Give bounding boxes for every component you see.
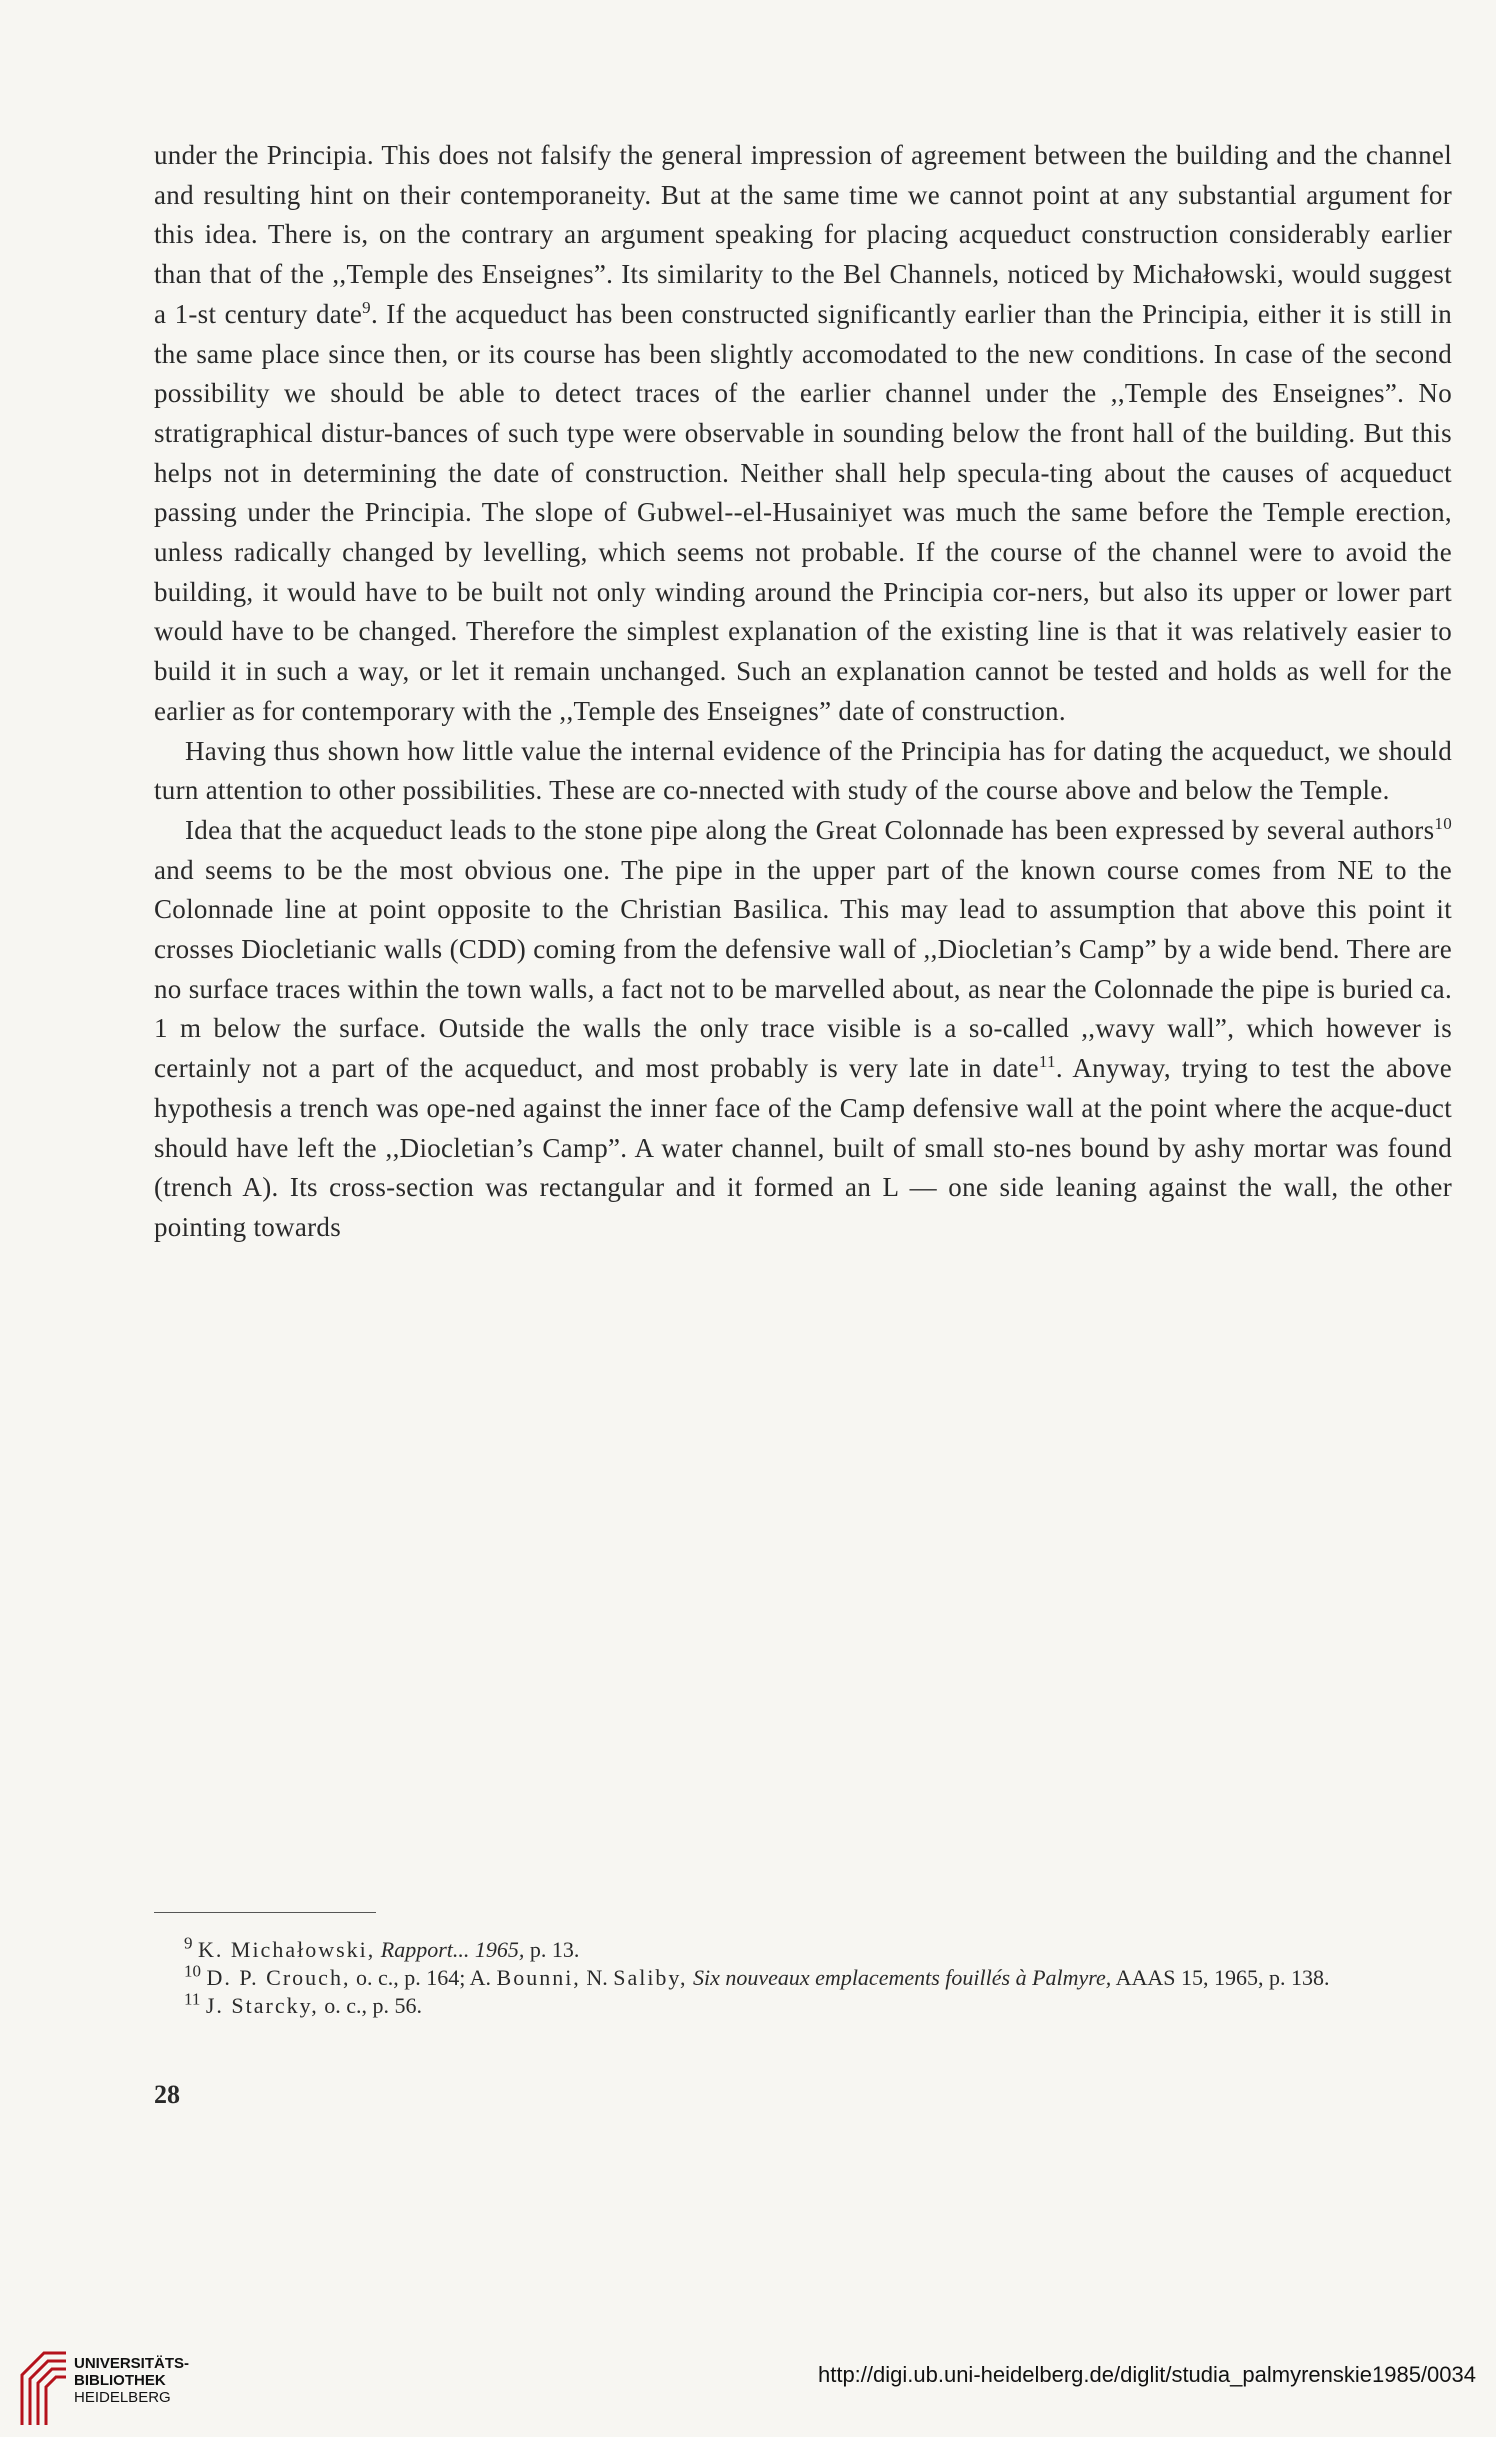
- paragraph: Having thus shown how little value the internal evidence of the Principia has for dating the acqueduct, we should turn attention to other possibilities. These are co-nnected with study of the course above and below the Temple.: [154, 735, 1452, 806]
- library-logo-text: UNIVERSITÄTS- BIBLIOTHEK HEIDELBERG: [74, 2355, 190, 2406]
- paragraph: Idea that the acqueduct leads to the stone pipe along the Great Colonnade has been expressed by several authors$^{10}$ and seems to be the most obvious one. The pipe in the upper part of the known course comes from NE to the Colonnade line at point opposite to the Christian Basilica. This may lead to assumption that above this point it crosses Diocletianic walls (CDD) coming from the defensive wall of ,,Diocletian’s Camp” by a wide bend. There are no surface traces within the town walls, a fact not to be marvelled about, as near the Colonnade the pipe is buried ca. 1 m below the surface. Outside the walls the only trace visible is a so-called ,,wavy wall”, which however is certainly not a part of the acqueduct, and most probably is very late in date$^{11}$. Anyway, trying to test the above hypothesis a trench was ope-ned against the inner face of the Camp defensive wall at the point where the acque-duct should have left the ,,Diocletian’s Camp”. A water channel, built of small sto-nes bound by ashy mortar was found (trench A). Its cross-section was rectangular and it formed an L — one side leaning against the wall, the other pointing towards: [154, 813, 1452, 1242]
- footnote-ref: 10: [1434, 813, 1452, 833]
- source-url[interactable]: http://digi.ub.uni-heidelberg.de/diglit/studia_palmyrenskie1985/0034: [817, 2362, 1476, 2387]
- footnote-11: $^{11}$ J. Starcky, o. c., p. 56.: [184, 1989, 422, 2018]
- main-text: [154, 136, 1452, 1248]
- paragraph: under the Principia. This does not falsify the general impression of agreement between the building and the channel and resulting hint on their contemporaneity. But at the same time we cannot point at any substantial argument for this idea. There is, on the contrary an argument speaking for placing acqueduct construction considerably earlier than that of the ,,Temple des Enseignes”. Its similarity to the Bel Channels, noticed by Michałowski, would suggest a 1-st century date$^9$. If the acqueduct has been constructed significantly earlier than the Principia, either it is still in the same place since then, or its course has been slightly accomodated to the new conditions. In case of the second possibility we should be able to detect traces of the earlier channel under the ,,Temple des Enseignes”. No stratigraphical distur-bances of such type were observable in sounding below the front hall of the building. But this helps not in determining the date of construction. Neither shall help specula-ting about the causes of acqueduct passing under the Principia. The slope of Gubwel--el-Husainiyet was much the same before the Temple erection, unless radically changed by levelling, which seems not probable. If the course of the channel were to avoid the building, it would have to be built not only winding around the Principia cor-ners, but also its upper or lower part would have to be changed. Therefore the simplest explanation of the existing line is that it was relatively easier to build it in such a way, or let it remain unchanged. Such an explanation cannot be tested and holds as well for the earlier as for contemporary with the ,,Temple des Enseignes” date of construction.: [154, 140, 1452, 726]
- footnote-ref: 11: [1038, 1052, 1056, 1072]
- footnote-9: $^9$ K. Michałowski, Rapport... 1965, p. 13.: [184, 1933, 580, 1962]
- footnote-separator: [154, 1912, 376, 1913]
- footnote-10: $^{10}$ D. P. Crouch, o. c., p. 164; A. Bounni, N. Saliby, Six nouveaux emplacements fouillés à Palmyre, AAAS 15, 1965, p. 138.: [184, 1961, 1330, 1990]
- footnote-ref: 9: [362, 297, 371, 317]
- page-number: 28: [154, 2080, 180, 2109]
- footnotes: [154, 1933, 1452, 2020]
